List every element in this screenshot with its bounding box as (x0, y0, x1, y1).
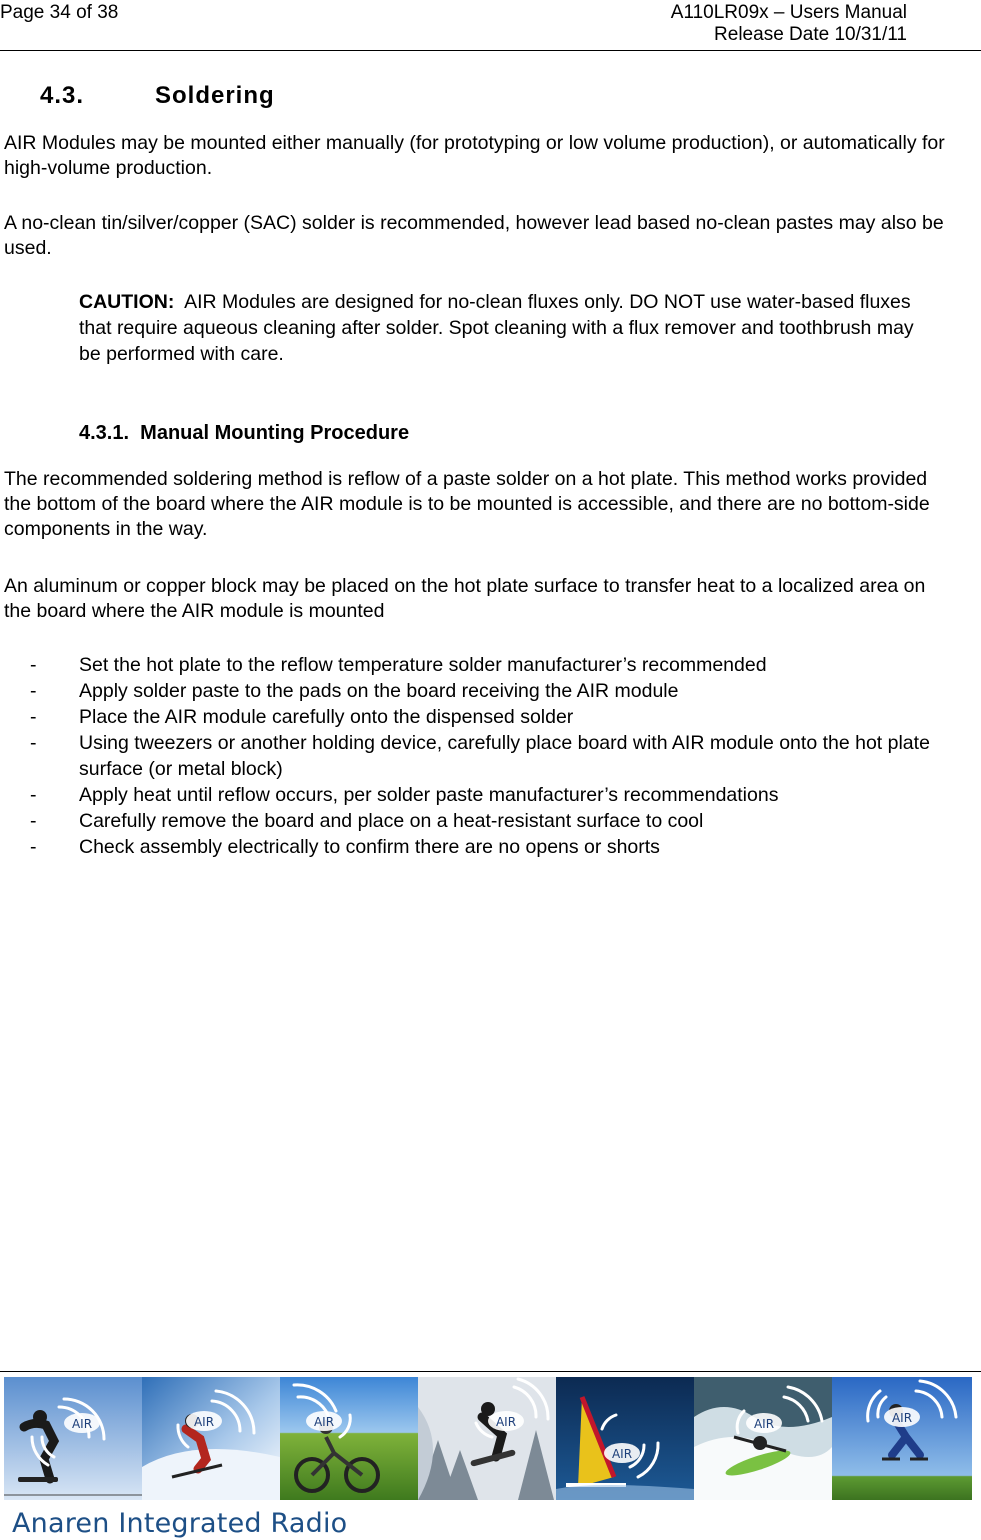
paragraph-method: The recommended soldering method is reflow of a paste solder on a hot plate. This method works provided the bottom of the board where the AIR module is to be mounted is accessible, and there are no bottom-side components in the way. (4, 468, 930, 540)
paragraph-solder: A no-clean tin/silver/copper (SAC) solder is recommended, however lead based no-clean pastes may also be used. (4, 212, 944, 259)
list-item (0, 782, 981, 808)
subsection-heading (79, 422, 409, 445)
step-text: Place the AIR module carefully onto the dispensed solder (79, 706, 574, 728)
bullet-dash: - (30, 810, 37, 832)
caution-note (79, 289, 939, 367)
list-item (0, 678, 981, 704)
list-item (0, 704, 981, 730)
section-title: Soldering (155, 82, 275, 109)
bullet-dash: - (30, 680, 37, 702)
banner-tile-biker (280, 1377, 418, 1500)
header-divider (0, 50, 981, 51)
banner-tile-inline-skater (832, 1377, 972, 1500)
procedure-steps (0, 652, 981, 860)
step-text: Check assembly electrically to confirm there are no opens or shorts (79, 836, 660, 858)
paragraph-block: An aluminum or copper block may be placed on the hot plate surface to transfer heat to a localized area on the board where the AIR module is mounted (4, 575, 926, 622)
subsection-title: Manual Mounting Procedure (140, 422, 410, 444)
banner-tile-windsurfer (556, 1377, 694, 1500)
caution-label: CAUTION: (79, 291, 175, 313)
caution-text: AIR Modules are designed for no-clean fluxes only. DO NOT use water-based fluxes that require aqueous cleaning after solder. Spot cleaning with a flux remover and toothbrush may be performed with care. (79, 291, 914, 365)
section-number: 4.3. (40, 82, 85, 109)
bullet-dash: - (30, 784, 37, 806)
air-badge: AIR (611, 1447, 633, 1461)
step-text: Apply solder paste to the pads on the board receiving the AIR module (79, 680, 679, 702)
paragraph-mounting: AIR Modules may be mounted either manually (for prototyping or low volume production), or automatically for high-volume production. (4, 132, 945, 179)
air-badge: AIR (495, 1415, 517, 1429)
list-item (0, 808, 981, 834)
banner-tile-snowboarder (418, 1377, 556, 1500)
list-item (0, 730, 981, 782)
air-badge: AIR (891, 1411, 913, 1425)
banner-tile-kayaker (694, 1377, 832, 1500)
footer-banner (4, 1377, 972, 1500)
list-item (0, 834, 981, 860)
bullet-dash: - (30, 654, 37, 676)
section-heading (40, 82, 275, 110)
banner-tile-skier (142, 1377, 280, 1500)
bullet-dash: - (30, 732, 37, 754)
brand-wordmark: Anaren Integrated Radio (12, 1508, 348, 1539)
page-number: Page 34 of 38 (0, 2, 119, 23)
air-badge: AIR (313, 1415, 335, 1429)
air-badge: AIR (753, 1417, 775, 1431)
step-text: Set the hot plate to the reflow temperature solder manufacturer’s recommended (79, 654, 767, 676)
air-badge: AIR (71, 1417, 93, 1431)
subsection-number: 4.3.1. (79, 422, 130, 444)
document-header (671, 2, 907, 46)
banner-tile-skater (4, 1377, 142, 1500)
bullet-dash: - (30, 706, 37, 728)
list-item (0, 652, 981, 678)
release-date: Release Date 10/31/11 (714, 24, 907, 45)
step-text: Using tweezers or another holding device, carefully place board with AIR module onto the hot plate surface (or metal block) (79, 732, 930, 780)
bullet-dash: - (30, 836, 37, 858)
manual-title: A110LR09x – Users Manual (670, 2, 907, 23)
air-badge: AIR (193, 1415, 215, 1429)
step-text: Carefully remove the board and place on a heat-resistant surface to cool (79, 810, 704, 832)
footer-divider (0, 1371, 981, 1372)
step-text: Apply heat until reflow occurs, per solder paste manufacturer’s recommendations (79, 784, 779, 806)
